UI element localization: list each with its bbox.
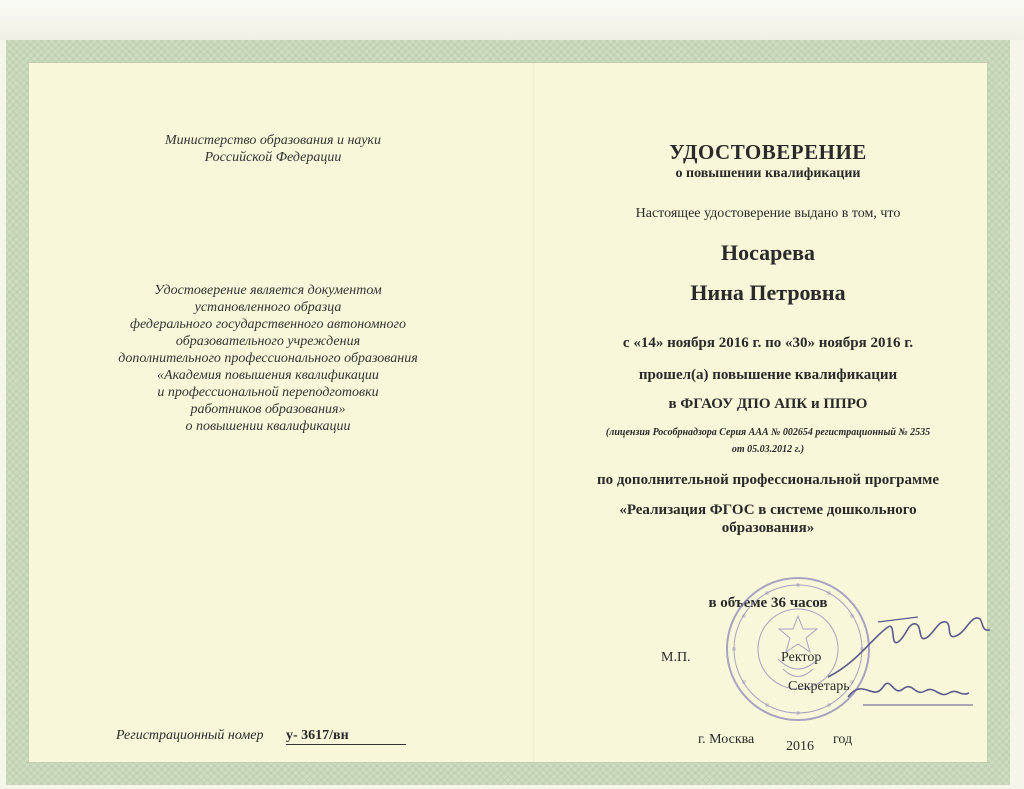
description-line: о повышении квалификации	[185, 419, 351, 434]
description-line: «Академия повышения квалификации	[157, 368, 379, 383]
secretary-signature	[843, 667, 993, 717]
organization-name: в ФГАОУ ДПО АПК и ППРО	[668, 396, 868, 412]
rector-label: Ректор	[781, 650, 822, 665]
holder-given-names: Нина Петровна	[690, 280, 846, 305]
registration-label: Регистрационный номер	[116, 728, 264, 743]
issued-statement: Настоящее удостоверение выдано в том, что	[635, 206, 901, 221]
stamp-place-label: М.П.	[661, 650, 691, 665]
description-line: и профессиональной переподготовки	[157, 385, 379, 400]
holder-surname: Носарева	[720, 240, 816, 265]
year-label: год	[833, 732, 853, 747]
description-line: установленного образца	[194, 300, 342, 315]
completion-statement: прошел(а) повышение квалификации	[638, 367, 898, 383]
ministry-header	[88, 132, 458, 166]
secretary-label: Секретарь	[788, 679, 850, 694]
city: г. Москва	[698, 732, 755, 747]
description-line: образовательного учреждения	[175, 334, 361, 349]
fold-line	[533, 62, 535, 763]
registration-number: у- 3617/вн	[286, 728, 406, 745]
description-line: работников образования»	[190, 402, 346, 417]
description-line: федерального государственного автономного	[130, 317, 406, 332]
certificate-paper	[28, 62, 988, 763]
scan-margin	[0, 0, 1024, 40]
license-line: (лицензия Рособрнадзора Серия ААА № 002654 регистрационный № 2535	[605, 427, 931, 438]
training-period: с «14» ноября 2016 г. по «30» ноября 2016 г.	[622, 335, 914, 351]
program-intro: по дополнительной профессиональной программе	[596, 472, 940, 488]
year-value: 2016	[786, 739, 814, 754]
course-volume: в объеме 36 часов	[708, 595, 828, 611]
description-line: Удостоверение является документом	[154, 283, 382, 298]
description-line: дополнительного профессионального образования	[118, 351, 418, 366]
certificate-title: УДОСТОВЕРЕНИЕ	[669, 140, 867, 164]
program-name-cont: образования»	[721, 520, 815, 536]
certificate-subtitle: о повышении квалификации	[675, 166, 861, 181]
ministry-line: Министерство образования и науки	[165, 133, 381, 148]
document-description	[48, 282, 488, 435]
license-date: от 05.03.2012 г.)	[731, 444, 805, 455]
ministry-line: Российской Федерации	[204, 150, 342, 165]
certificate-frame	[6, 40, 1010, 785]
program-name: «Реализация ФГОС в системе дошкольного	[619, 502, 917, 518]
